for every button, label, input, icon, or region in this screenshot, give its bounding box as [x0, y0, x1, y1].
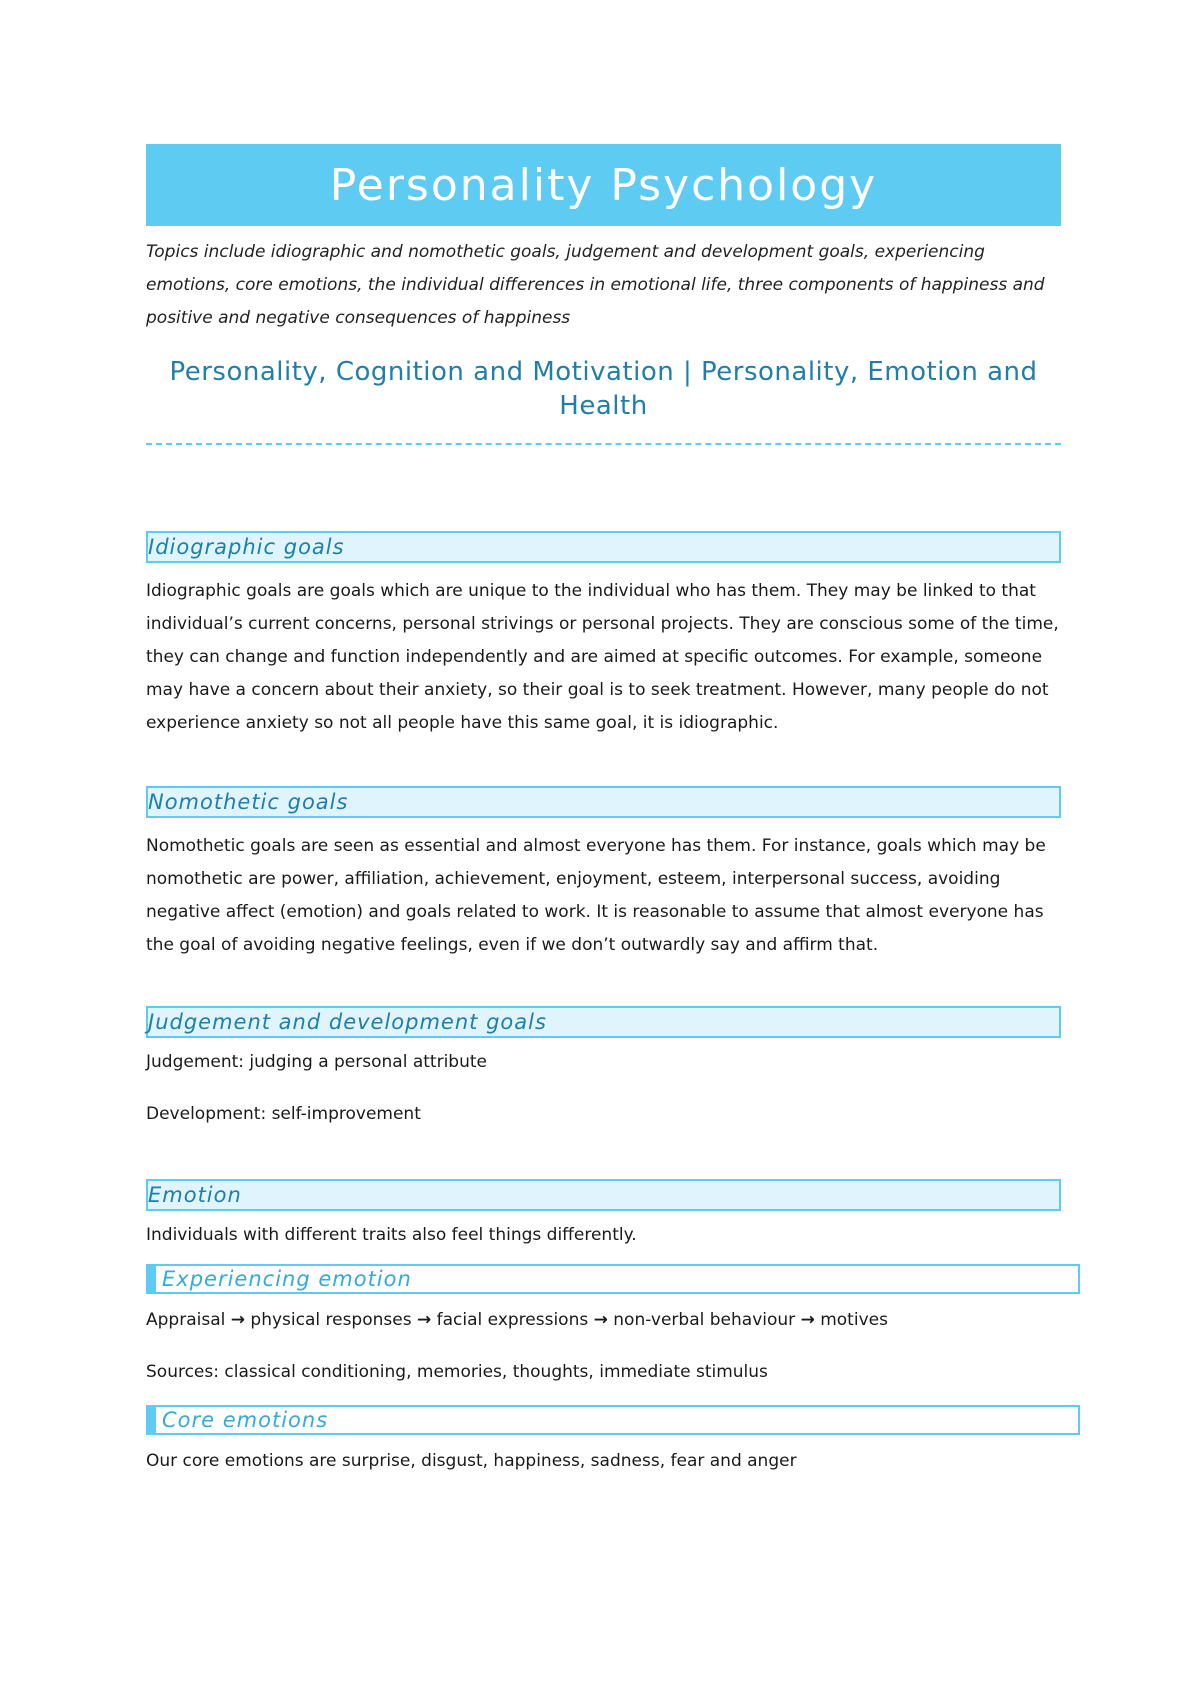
section-core-emotions — [146, 1405, 1061, 1478]
section-heading-label: Idiographic goals — [148, 535, 345, 559]
section-heading-idiographic — [146, 531, 1061, 563]
development-definition: Development: self-improvement — [146, 1104, 421, 1124]
dashed-divider — [146, 443, 1061, 445]
document-page — [146, 144, 1061, 1478]
sequence-step: motives — [820, 1310, 888, 1330]
section-heading-label: Judgement and development goals — [148, 1010, 547, 1034]
core-emotions-paragraph: Our core emotions are surprise, disgust, happiness, sadness, fear and anger — [146, 1451, 797, 1471]
document-subtitle: Topics include idiographic and nomothetic goals, judgement and development goals, experiencing emotions, core emotions, the individual differences in emotional life, three components of happiness and positive and negative consequences of happiness — [146, 242, 1045, 328]
emotion-sources: Sources: classical conditioning, memories, thoughts, immediate stimulus — [146, 1362, 768, 1382]
section-idiographic-goals — [146, 531, 1061, 740]
title-banner — [146, 144, 1061, 226]
idiographic-paragraph: Idiographic goals are goals which are unique to the individual who has them. They may be linked to that individual’s current concerns, personal strivings or personal projects. They are conscious some of the time, they can change and function independently and are aimed at specific outcomes. For example, someone may have a concern about their anxiety, so their goal is to seek treatment. However, many people do not experience anxiety so not all people have this same goal, it is idiographic. — [146, 581, 1059, 733]
sequence-step: non-verbal behaviour — [613, 1310, 796, 1330]
subsection-heading-label: Experiencing emotion — [162, 1267, 412, 1291]
arrow-right-icon: → — [800, 1310, 815, 1330]
section-judgement-development — [146, 1006, 1061, 1131]
arrow-right-icon: → — [230, 1310, 245, 1330]
arrow-right-icon: → — [416, 1310, 432, 1330]
course-heading: Personality, Cognition and Motivation | Personality, Emotion and Health — [169, 357, 1038, 421]
subsection-heading-core — [146, 1405, 1080, 1435]
section-heading-judgement — [146, 1006, 1061, 1038]
arrow-right-icon: → — [593, 1310, 608, 1330]
section-heading-label: Nomothetic goals — [148, 790, 349, 814]
subsection-heading-experiencing — [146, 1264, 1080, 1294]
section-experiencing-emotion — [146, 1264, 1061, 1389]
emotion-sequence — [146, 1304, 1061, 1337]
section-nomothetic-goals — [146, 786, 1061, 962]
sequence-step: physical responses — [250, 1310, 412, 1330]
emotion-paragraph: Individuals with different traits also feel things differently. — [146, 1225, 637, 1245]
section-heading-emotion — [146, 1179, 1061, 1211]
subsection-heading-label: Core emotions — [162, 1408, 329, 1432]
nomothetic-paragraph: Nomothetic goals are seen as essential and almost everyone has them. For instance, goals which may be nomothetic are power, affiliation, achievement, enjoyment, esteem, interpersonal success, avoiding negative affect (emotion) and goals related to work. It is reasonable to assume that almost everyone has the goal of avoiding negative feelings, even if we don’t outwardly say and affirm that. — [146, 836, 1046, 955]
judgement-definition: Judgement: judging a personal attribute — [146, 1052, 487, 1072]
section-heading-nomothetic — [146, 786, 1061, 818]
section-emotion — [146, 1179, 1061, 1252]
section-heading-label: Emotion — [148, 1183, 242, 1207]
document-title: Personality Psychology — [329, 159, 878, 211]
sequence-step: Appraisal — [146, 1310, 226, 1330]
sequence-step: facial expressions — [436, 1310, 589, 1330]
